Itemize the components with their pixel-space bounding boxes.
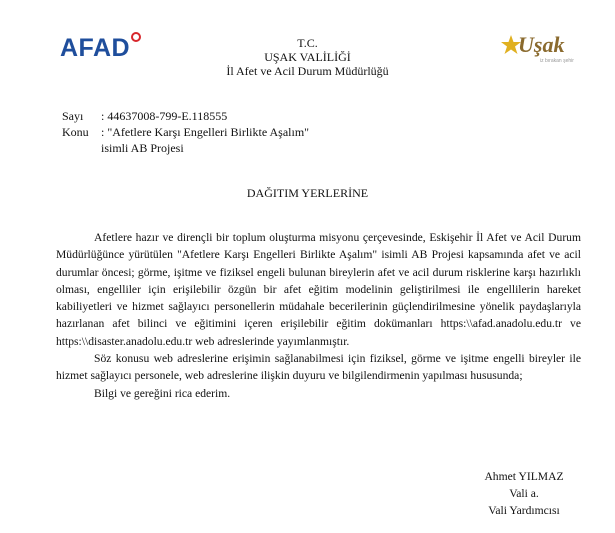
usak-logo-subtitle: iz bırakan şehir bbox=[540, 58, 574, 64]
afad-logo-text: AFAD bbox=[60, 34, 131, 62]
letter-meta bbox=[62, 108, 309, 156]
body-paragraph-2: Söz konusu web adreslerine erişimin sağlanabilmesi için fiziksel, görme ve işitme engelli bireyler ile hizmet sağlayıcı personele, web adreslerine ilişkin duyuru ve bilgilendirmenin yapılması hususunda; bbox=[56, 352, 581, 383]
body-paragraph-1: Afetlere hazır ve dirençli bir toplum oluşturma misyonu çerçevesinde, Eskişehir İl Afet ve Acil Durum Müdürlüğünce yürütülen "Afetlere Karşı Engelleri Birlikte Aşalım" isimli AB Projesi kapsamında afet ve acil durumlar öncesi; görme, işitme ve fiziksel engeli bulunan bireylerin afet ve acil durum risklerine karşı hazırlıklı olması, engelliler için erişilebilir özgün bir afet eğitim modelinin geliştirilmesi ile engellilerin hareket kabiliyetleri ve hizmet sağlayıcı personellerin müdahale becerilerinin güçlendirilmesine yönelik paydaşlarıyla hazırlanan afet bilinci ve eğitimini içeren erişilebilir eğitim dokümanları https:\\afad.anadolu.edu.tr ve https:\\disaster.anadolu.edu.tr web adreslerinde yayımlanmıştır. bbox=[56, 231, 581, 348]
konu-row bbox=[62, 124, 309, 140]
sayi-row bbox=[62, 108, 309, 124]
letter-body bbox=[56, 229, 581, 402]
body-paragraph-3: Bilgi ve gereğini rica ederim. bbox=[94, 386, 231, 400]
sayi-label: Sayı bbox=[62, 109, 84, 123]
konu-row-2 bbox=[62, 140, 309, 156]
letter-header bbox=[0, 36, 615, 78]
konu-value: : "Afetlere Karşı Engelleri Birlikte Aşalım" bbox=[101, 125, 310, 139]
signature-block bbox=[468, 468, 580, 519]
header-mudurluk: İl Afet ve Acil Durum Müdürlüğü bbox=[226, 64, 389, 78]
signature-name: Ahmet YILMAZ bbox=[484, 470, 564, 483]
header-valilik: UŞAK VALİLİĞİ bbox=[264, 50, 351, 64]
header-tc: T.C. bbox=[297, 36, 318, 50]
usak-logo-text: Uşak bbox=[518, 32, 565, 57]
konu-label: Konu bbox=[62, 125, 89, 139]
konu-value-2: isimli AB Projesi bbox=[101, 141, 184, 155]
distribution-heading: DAĞITIM YERLERİNE bbox=[246, 186, 369, 200]
sayi-value: : 44637008-799-E.118555 bbox=[101, 109, 228, 123]
signature-title-2: Vali Yardımcısı bbox=[488, 504, 560, 517]
signature-title-1: Vali a. bbox=[509, 487, 539, 500]
